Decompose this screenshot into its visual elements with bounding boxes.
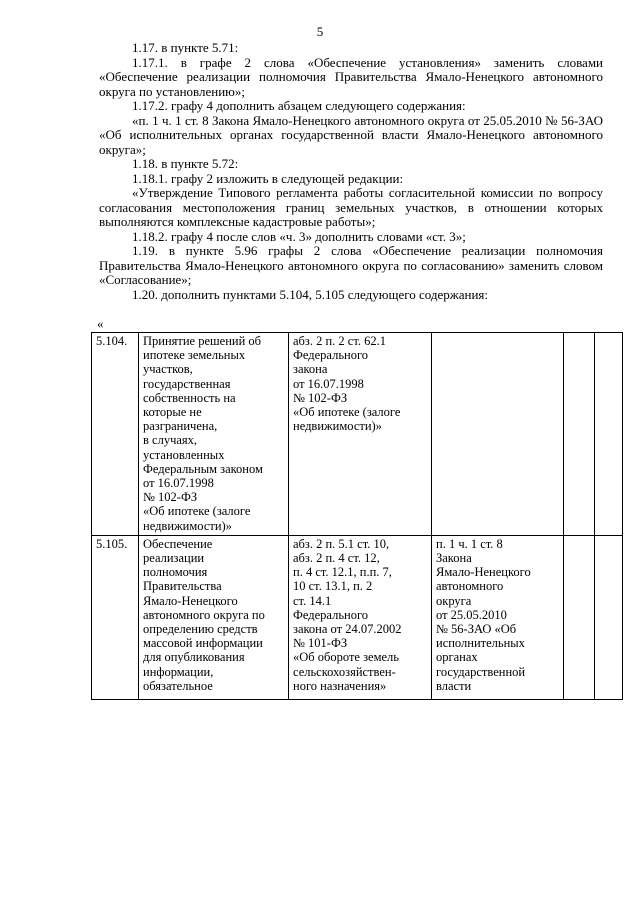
paragraph: 1.18.1. графу 2 изложить в следующей редакции: [132,170,404,186]
cell-line: от 25.05.2010 [436,607,507,622]
cell-line: закона [293,362,328,377]
cell-line: № 102-ФЗ [293,390,348,405]
cell-line: органах [436,650,478,665]
amendment-table [91,332,623,700]
empty-cell [595,333,623,536]
cell-line: Федерального [293,348,369,363]
cell-line: Обеспечение [143,536,213,551]
item-name-cell [139,535,289,699]
cell-line: государственной [436,664,526,679]
cell-line: п. 4 ст. 12.1, п.п. 7, [293,565,392,580]
opening-quote-mark: « [97,316,104,331]
cell-line: недвижимости)» [293,419,382,434]
cell-line: Ямало-Ненецкого [436,565,531,580]
cell-line: власти [436,678,472,693]
paragraph: 1.18. в пункте 5.72: [132,156,239,171]
paragraph: 1.20. дополнить пунктами 5.104, 5.105 следующего содержания: [132,286,489,302]
cell-line: абз. 2 п. 5.1 ст. 10, [293,536,390,551]
cell-line: разграничена, [143,419,218,434]
paragraph: «п. 1 ч. 1 ст. 8 Закона Ямало-Ненецкого автономного округа от 25.05.2010 № 56-ЗАО «Об исполнительных органах государственной власти Ямало-Ненецкого автономного округа»; [99,112,603,157]
cell-line: Правительства [143,579,222,594]
empty-cell [595,535,623,699]
cell-line: автономного округа по [143,607,265,622]
cell-line: абз. 2 п. 4 ст. 12, [293,551,380,566]
item-number-cell: 5.105. [92,535,139,699]
cell-line: Ямало-Ненецкого [143,593,238,608]
cell-line: ст. 14.1 [293,593,332,608]
regional-basis-cell [432,535,564,699]
cell-line: № 101-ФЗ [293,636,348,651]
cell-line: п. 1 ч. 1 ст. 8 [436,536,503,551]
cell-line: «Об ипотеке (залоге [293,405,401,420]
item-number-cell: 5.104. [92,333,139,536]
cell-line: участков, [143,362,193,377]
legal-basis-cell [289,333,432,536]
cell-line: ного назначения» [293,678,387,693]
cell-line: полномочия [143,565,208,580]
cell-line: сельскохозяйствен- [293,664,396,679]
amendment-text [99,41,603,302]
paragraph: 1.18.2. графу 4 после слов «ч. 3» дополнить словами «ст. 3»; [132,228,466,244]
cell-line: в случаях, [143,433,198,448]
cell-line: «Об обороте земель [293,650,399,665]
cell-line: № 102-ФЗ [143,490,198,505]
empty-cell [564,333,595,536]
cell-line: Принятие решений об [143,334,262,348]
cell-line: определению средств [143,622,258,637]
cell-line: недвижимости)» [143,518,232,533]
paragraph: 1.17.2. графу 4 дополнить абзацем следующего содержания: [132,98,466,113]
cell-line: информации, [143,664,214,679]
cell-line: которые не [143,405,202,420]
cell-line: «Об ипотеке (залоге [143,504,251,519]
empty-cell [564,535,595,699]
cell-line: 10 ст. 13.1, п. 2 [293,579,373,594]
cell-line: абз. 2 п. 2 ст. 62.1 [293,334,386,348]
cell-line: для опубликования [143,650,245,665]
cell-line: Федеральным законом [143,461,263,476]
item-name-cell [139,333,289,536]
cell-line: массовой информации [143,636,263,651]
cell-line: ипотеке земельных [143,348,246,363]
cell-line: обязательное [143,678,213,693]
paragraph: 1.17.1. в графе 2 слова «Обеспечение установления» заменить словами «Обеспечение реализации полномочия Правительства Ямало-Ненецкого автономного округа по установлению»; [99,54,603,99]
paragraph: 1.17. в пункте 5.71: [132,40,239,55]
cell-line: установленных [143,447,225,462]
cell-line: реализации [143,551,205,566]
cell-line: округа [436,593,472,608]
paragraph: «Утверждение Типового регламента работы согласительной комиссии по вопросу согласования местоположения границ земельных участков, в отношении которых выполняются комплексные кадастровые работы»; [99,185,603,229]
page-number: 5 [316,24,324,39]
cell-line: автономного [436,579,504,594]
cell-line: Федерального [293,607,369,622]
cell-line: от 16.07.1998 [293,376,364,391]
cell-line: исполнительных [436,636,525,651]
cell-line: Закона [436,551,472,566]
cell-line: № 56-ЗАО «Об [436,622,517,637]
cell-line: закона от 24.07.2002 [293,622,402,637]
paragraph: 1.19. в пункте 5.96 графы 2 слова «Обеспечение реализации полномочия Правительства Ямало-Ненецкого автономного округа по согласованию» заменить словом «Согласование»; [99,243,603,287]
regional-basis-cell [432,333,564,536]
cell-line: от 16.07.1998 [143,476,214,491]
table-row [92,333,623,536]
legal-basis-cell [289,535,432,699]
cell-line: собственность на [143,390,236,405]
cell-line: государственная [143,376,231,391]
table-row [92,535,623,699]
